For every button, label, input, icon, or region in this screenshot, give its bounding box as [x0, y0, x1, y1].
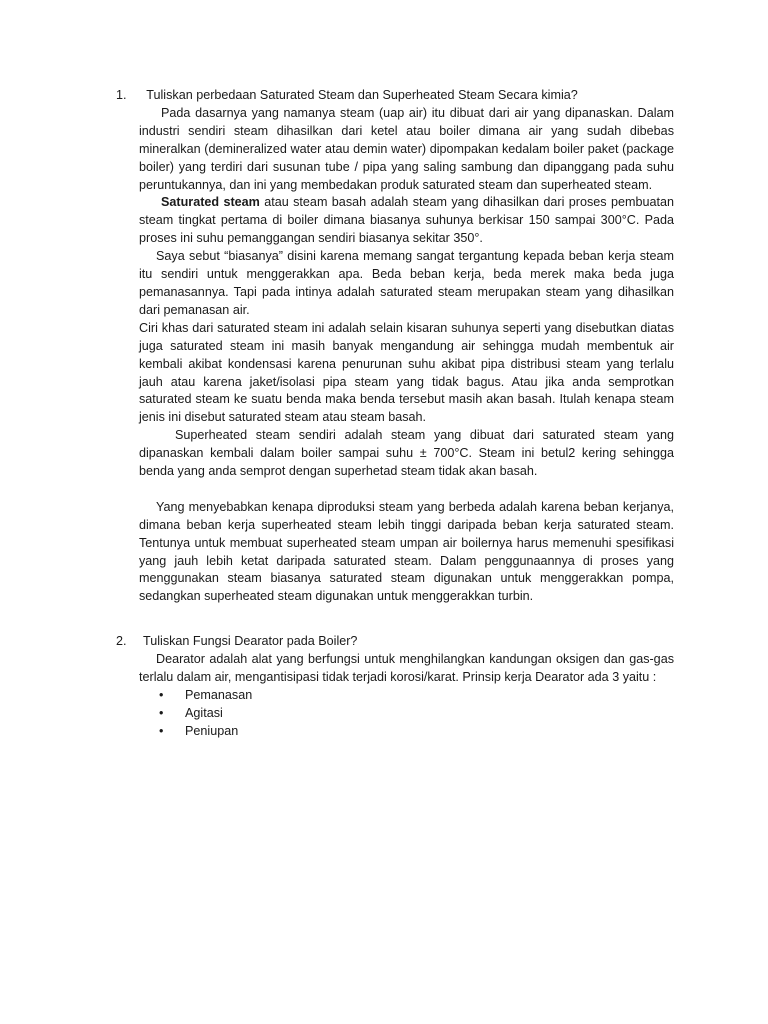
saturated-steam-term: Saturated steam — [161, 195, 260, 210]
bullet-icon: • — [159, 723, 164, 738]
bullet-icon: • — [159, 687, 164, 702]
paragraph-comparison: Yang menyebabkan kenapa diproduksi steam yang berbeda adalah karena beban kerjanya, dimana beban kerja superheated steam lebih tinggi daripada beban kerja saturated steam. Tentunya untuk membuat superheated steam umpan air boilernya harus memenuhi spesifikasi yang jauh lebih ketat daripada saturated steam. Dalam penggunaannya di proses yang menggunakan steam biasanya saturated steam digunakan untuk menggerakkan pompa, sedangkan superheated steam digunakan untuk menggerakkan turbin. — [139, 499, 674, 604]
question-1-number: 1. — [116, 88, 127, 102]
paragraph-superheated-steam: Superheated steam sendiri adalah steam yang dibuat dari saturated steam yang dipanaskan kembali dalam boiler sampai suhu ± 700°C. Steam ini betul2 kering sehingga benda yang anda semprot dengan superhetad steam tidak akan basah. — [139, 428, 674, 479]
question-2-title: Tuliskan Fungsi Dearator pada Boiler? — [143, 634, 358, 648]
paragraph-intro: Pada dasarnya yang namanya steam (uap air) itu dibuat dari air yang dipanaskan. Dalam industri sendiri steam dihasilkan dari ketel atau boiler dimana air yang sudah dibebas mineralkan (demineralized water atau demin water) dipompakan kedalam boiler paket (package boiler) yang terdiri dari susunan tube / pipa yang saling sambung dan dipanggang pada suhu peruntukannya, dan ini yang membedakan produk saturated steam dan superheated steam. — [139, 105, 674, 192]
question-1-title: Tuliskan perbedaan Saturated Steam dan Superheated Steam Secara kimia? — [143, 88, 578, 102]
bullet-icon: • — [159, 705, 164, 720]
list-item — [139, 705, 674, 723]
question-1-heading — [116, 87, 676, 105]
paragraph-biasanya: Saya sebut “biasanya” disini karena memang sangat tergantung kepada beban kerja steam itu sendiri untuk menggerakkan apa. Beda beban kerja, beda merek maka beda juga pemanasannya. Tapi pada intinya adalah saturated steam merupakan steam yang dihasilkan dari pemanasan air. — [139, 249, 674, 317]
question-2-answer — [139, 651, 674, 741]
question-2-number: 2. — [116, 634, 127, 648]
paragraph-ciri-khas: Ciri khas dari saturated steam ini adalah selain kisaran suhunya seperti yang disebutkan diatas juga saturated steam ini masih banyak mengandung air sehingga mudah membentuk air kembali akibat kondensasi karena penurunan suhu akibat pipa distribusi steam yang terlalu jauh atau karena jaket/isolasi pipa steam yang tidak bagus. Atau jika anda semprotkan saturated steam ke suatu benda maka benda tersebut masih akan basah. Itulah kenapa steam jenis ini disebut saturated steam atau steam basah. — [139, 320, 674, 425]
question-2 — [116, 633, 676, 740]
question-1-answer — [139, 105, 674, 606]
list-item-label: Pemanasan — [185, 687, 253, 702]
list-item-label: Peniupan — [185, 723, 239, 738]
dearator-principles-list — [139, 687, 674, 741]
saturated-steam-definition: atau steam basah adalah steam yang dihasilkan dari proses pembuatan steam tingkat pertama di boiler dimana biasanya suhunya berkisar 150 sampai 300°C. Pada proses ini suhu pemanggangan sendiri biasanya sekitar 350°. — [139, 195, 674, 246]
blank-line — [139, 481, 674, 499]
list-item-label: Agitasi — [185, 705, 223, 720]
paragraph-saturated-steam — [139, 194, 674, 248]
list-item — [139, 687, 674, 705]
paragraph-dearator: Dearator adalah alat yang berfungsi untuk menghilangkan kandungan oksigen dan gas-gas terlalu dalam air, mengantisipasi tidak terjadi korosi/karat. Prinsip kerja Dearator ada 3 yaitu : — [139, 651, 674, 684]
question-1 — [116, 87, 676, 606]
list-item — [139, 723, 674, 741]
question-2-heading — [116, 633, 676, 651]
